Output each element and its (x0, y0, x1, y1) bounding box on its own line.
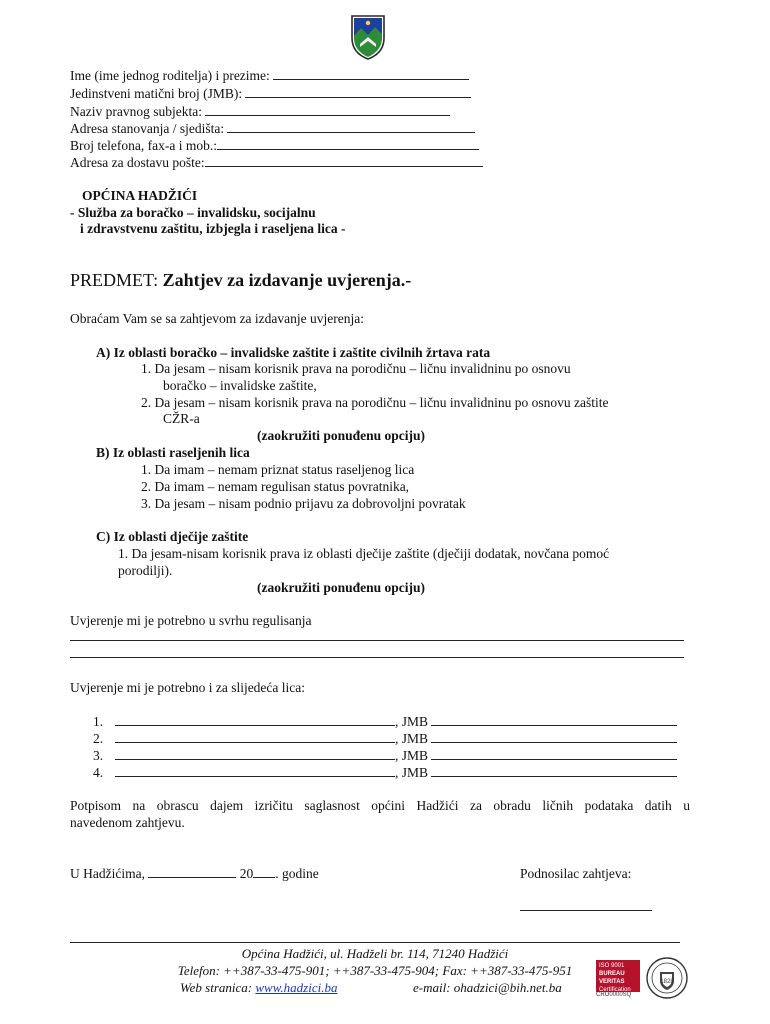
blank-line (217, 138, 479, 150)
signature-line[interactable] (520, 910, 652, 911)
person-row[interactable]: 4. , JMB (93, 765, 677, 781)
field-jmb[interactable]: Jedinstveni matični broj (JMB): (70, 86, 471, 102)
section-b-heading: B) Iz oblasti raseljenih lica (96, 445, 250, 460)
section-b-item3: 3. Da jesam – nisam podnio prijavu za dobrovoljni povratak (141, 496, 466, 511)
consent-line1: Potpisom na obrascu dajem izričitu saglasnost općini Hadžići za obradu ličnih podataka datih u (70, 798, 690, 813)
section-c-item: 1. Da jesam-nisam korisnik prava iz oblasti dječije zaštite (dječiji dodatak, novčana pomoć (118, 546, 610, 561)
section-c-note: (zaokružiti ponuđenu opciju) (257, 580, 426, 595)
recipient-line1: - Služba za boračko – invalidsku, socijalnu (70, 205, 316, 220)
section-c-item-cont: porodilji). (118, 563, 173, 578)
field-phone[interactable]: Broj telefona, fax-a i mob.: (70, 138, 479, 154)
consent-line2: navedenom zahtjevu. (70, 815, 185, 830)
blank-line (205, 155, 483, 167)
field-mail-address[interactable]: Adresa za dostavu pošte: (70, 155, 483, 171)
date-blank-line (148, 866, 236, 878)
subject-label: PREDMET: (70, 270, 159, 290)
certification-code: CRO0000SQ (596, 992, 632, 998)
person-row[interactable]: 2. , JMB (93, 731, 677, 747)
section-a-item2: 2. Da jesam – nisam korisnik prava na porodičnu – ličnu invalidninu po osnovu zaštite (141, 395, 609, 410)
section-a-heading: A) Iz oblasti boračko – invalidske zaštite i zaštite civilnih žrtava rata (96, 345, 491, 360)
field-legal-entity[interactable]: Naziv pravnog subjekta: (70, 104, 450, 120)
section-a-item1: 1. Da jesam – nisam korisnik prava na porodičnu – ličnu invalidninu po osnovu (141, 361, 571, 376)
person-name-line (115, 765, 395, 777)
person-jmb-line (431, 765, 677, 777)
svg-text:1828: 1828 (660, 979, 674, 985)
recipient-name: OPĆINA HADŽIĆI (82, 188, 198, 203)
year-blank-line (253, 866, 275, 878)
field-address[interactable]: Adresa stanovanja / sjedišta: (70, 121, 475, 137)
person-jmb-line (431, 731, 677, 743)
field-full-name[interactable]: Ime (ime jednog roditelja) i prezime: (70, 68, 469, 84)
section-c-heading: C) Iz oblasti dječije zaštite (96, 529, 249, 544)
purpose-blank-line-1[interactable] (70, 640, 684, 641)
blank-line (205, 104, 450, 116)
subject-title: Zahtjev za izdavanje uvjerenja.- (162, 270, 412, 290)
person-name-line (115, 714, 395, 726)
intro-text: Obraćam Vam se sa zahtjevom za izdavanje uvjerenja: (70, 311, 364, 326)
footer-phone: Telefon: ++387-33-475-901; ++387-33-475-904; Fax: ++387-33-475-951 (177, 963, 573, 978)
municipality-crest-icon (350, 14, 386, 60)
purpose-blank-line-2[interactable] (70, 657, 684, 658)
section-a-item2-cont: CŽR-a (163, 411, 200, 426)
footer-divider (70, 942, 680, 943)
person-jmb-line (431, 714, 677, 726)
recipient-line2: i zdravstvenu zaštitu, izbjegla i raseljena lica - (80, 221, 346, 236)
place-date[interactable]: U Hadžićima, 20 . godine (70, 866, 319, 881)
website-link[interactable]: www.hadzici.ba (255, 980, 338, 995)
purpose-label: Uvjerenje mi je potrebno u svrhu regulisanja (70, 613, 312, 628)
blank-line (273, 68, 469, 80)
applicant-label: Podnosilac zahtjeva: (520, 866, 632, 881)
persons-label: Uvjerenje mi je potrebno i za slijedeća lica: (70, 680, 306, 695)
section-a-item1-cont: boračko – invalidske zaštite, (163, 378, 317, 393)
person-row[interactable]: 1. , JMB (93, 714, 677, 730)
subject-line (70, 270, 411, 291)
section-b-item1: 1. Da imam – nemam priznat status raseljenog lica (141, 462, 415, 477)
person-name-line (115, 731, 395, 743)
person-jmb-line (431, 748, 677, 760)
person-name-line (115, 748, 395, 760)
footer-email: e-mail: ohadzici@bih.net.ba (413, 980, 562, 995)
section-a-note: (zaokružiti ponuđenu opciju) (257, 428, 426, 443)
section-b-item2: 2. Da imam – nemam regulisan status povratnika, (141, 479, 410, 494)
person-row[interactable]: 3. , JMB (93, 748, 677, 764)
footer-address: Općina Hadžići, ul. Hadželi br. 114, 71240 Hadžići (241, 946, 509, 961)
blank-line (227, 121, 475, 133)
blank-line (245, 86, 471, 98)
bureau-veritas-seal-icon (645, 955, 689, 1001)
footer-web: Web stranica: www.hadzici.ba (180, 980, 338, 995)
bureau-veritas-badge: ISO 9001 BUREAU VERITAS Certification (596, 960, 640, 992)
